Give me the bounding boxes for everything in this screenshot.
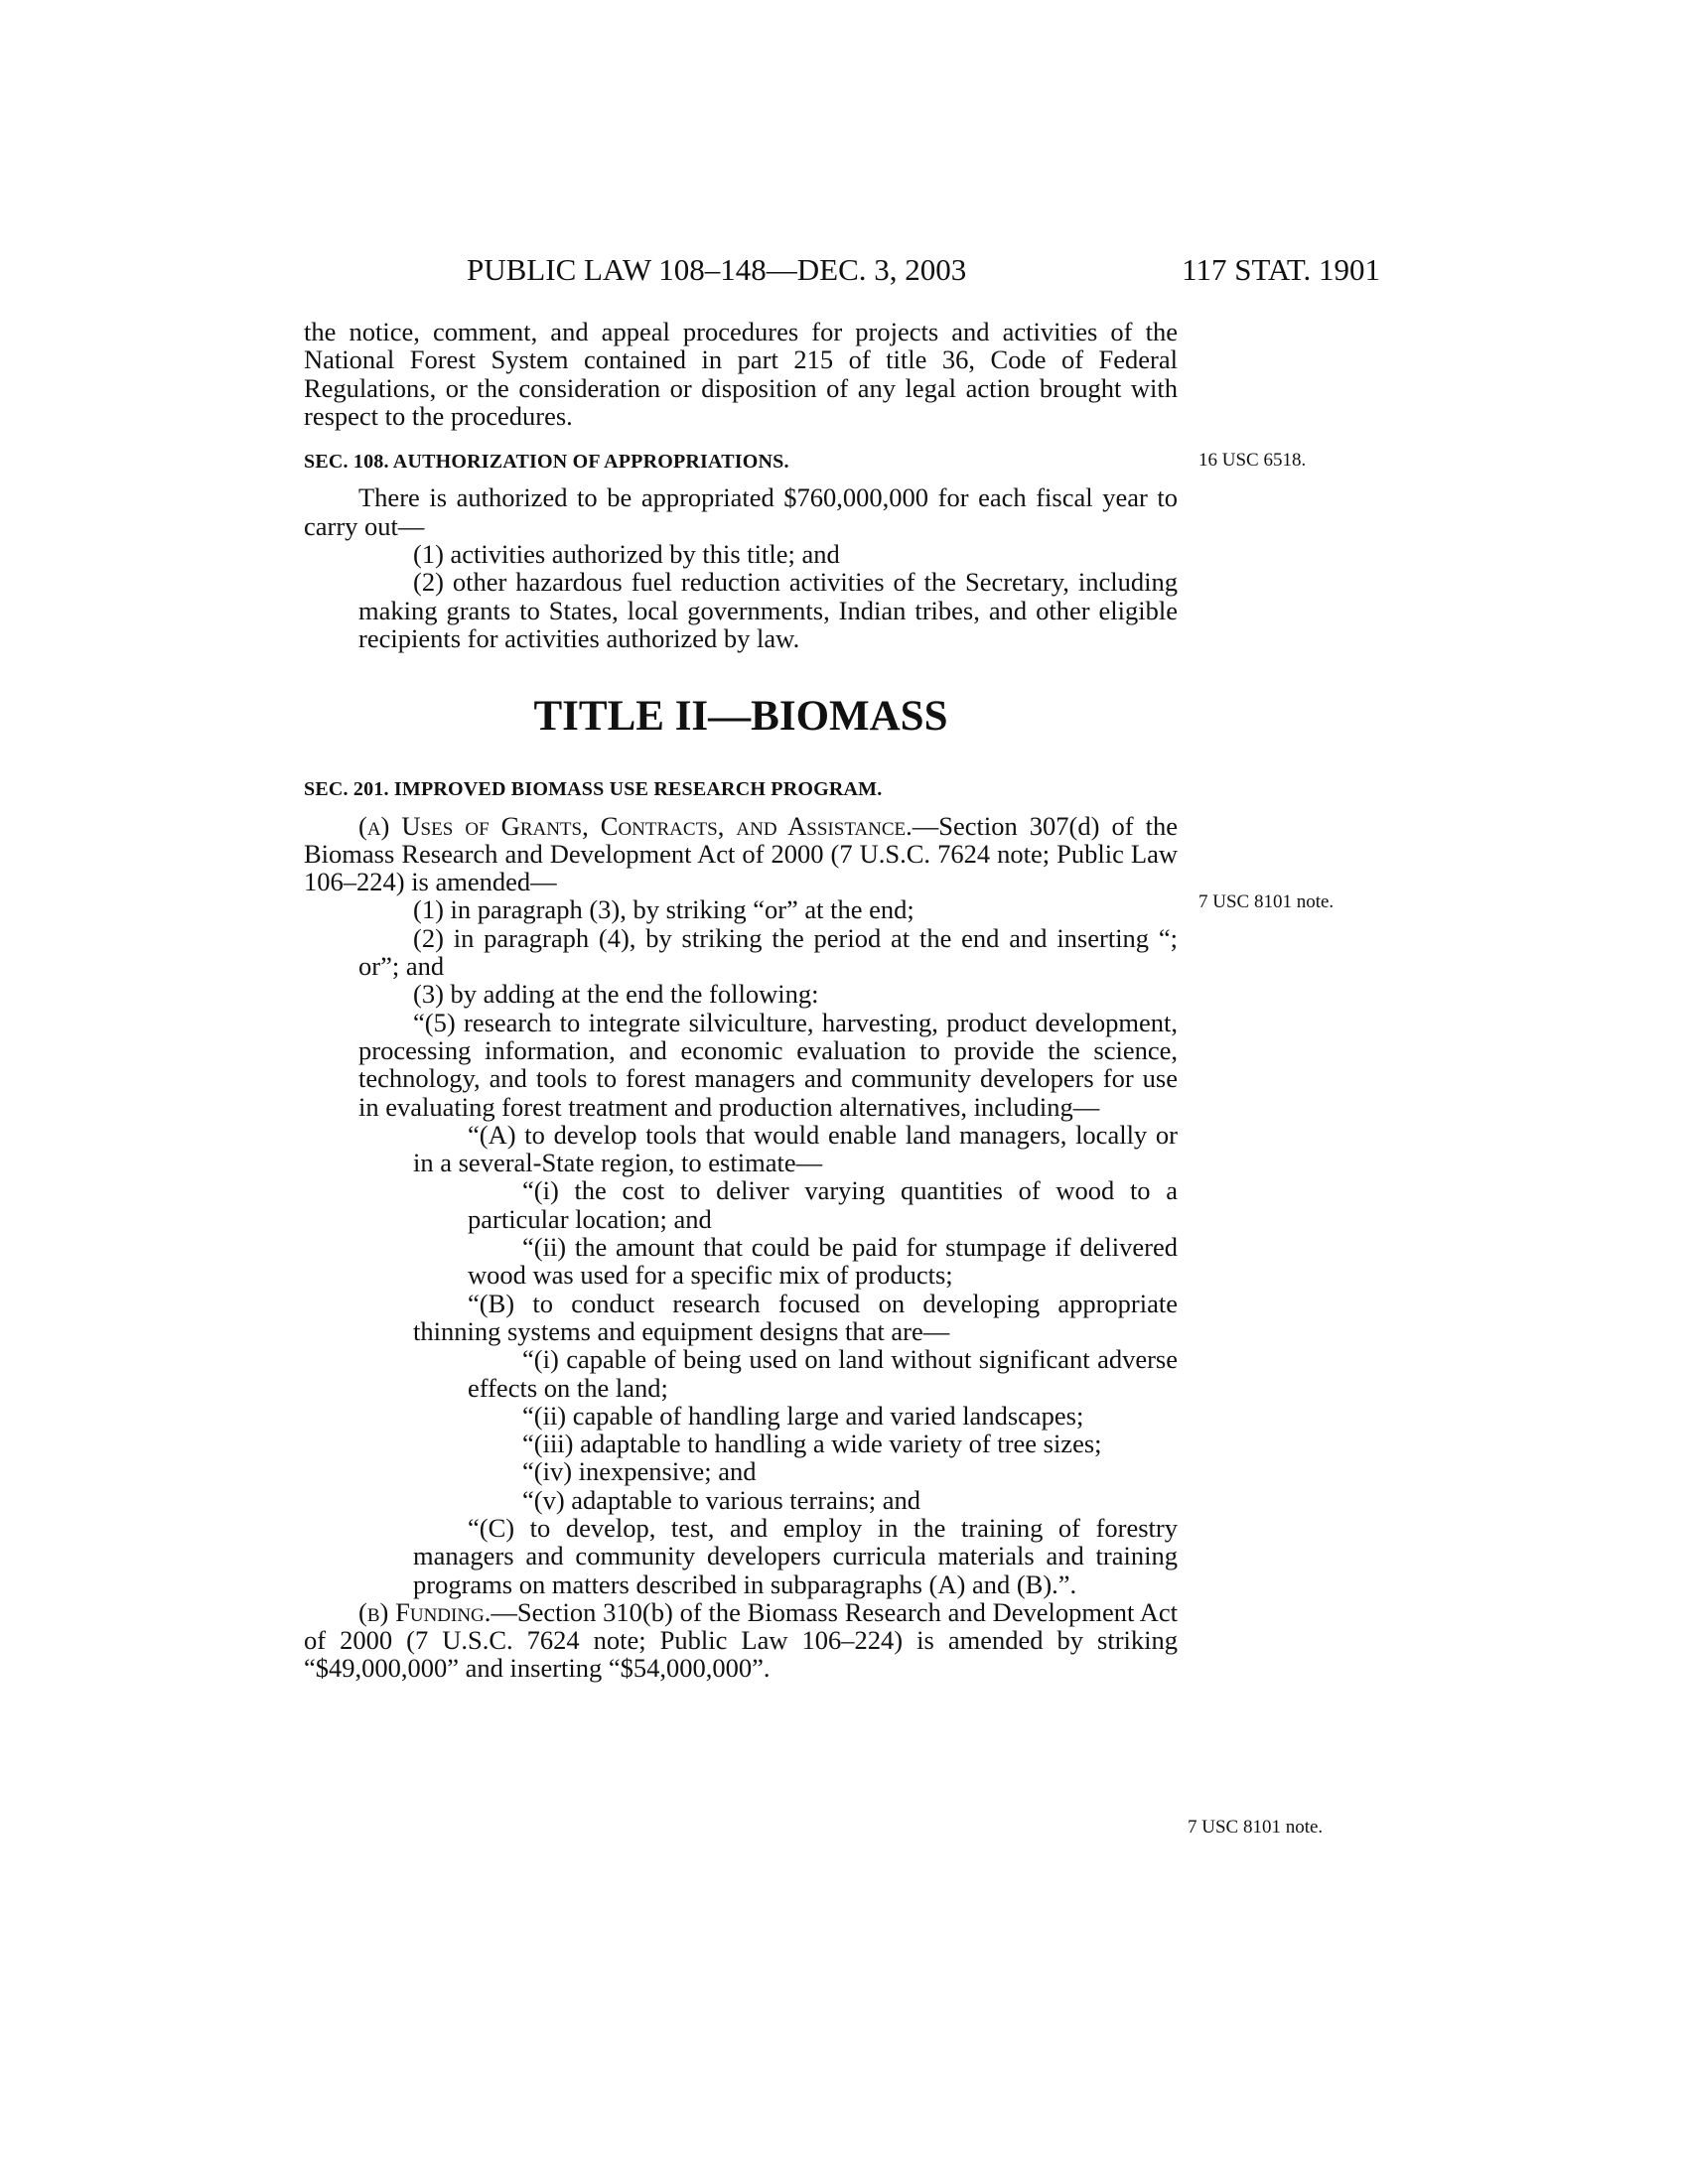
running-header: [298, 250, 1380, 290]
quoted-clause-b-ii: “(ii) capable of handling large and varied landscapes;: [522, 1400, 1084, 1431]
quoted-clause-b-iii: “(iii) adaptable to handling a wide variety of tree sizes;: [522, 1429, 1102, 1459]
subsection-a-label: (a) Uses of Grants, Contracts, and Assistance.: [358, 810, 913, 841]
title-ii-heading: TITLE II—BIOMASS: [533, 693, 948, 741]
quoted-paragraph-5: “(5) research to integrate silviculture, harvesting, product development, processing information, and economic evaluation to provide the science, technology, and tools to forest managers and community developers for use in evaluating forest treatment and production alternatives, including—: [358, 1007, 1178, 1122]
subsection-a-text: —Section 307(d) of the Biomass Research and Development Act of 2000 (7 U.S.C. 7624 note; Public Law 106–224) is amended—: [304, 810, 1178, 897]
subsection-b-text: —Section 310(b) of the Biomass Research and Development Act of 2000 (7 U.S.C. 7624 note; Public Law 106–224) is amended by striking “$49,000,000” and inserting “$54,000,000”.: [304, 1596, 1178, 1684]
margin-note-16-usc-6518: 16 USC 6518.: [1198, 450, 1307, 471]
quoted-clause-b-iv: “(iv) inexpensive; and: [522, 1456, 757, 1487]
amendment-2: (2) in paragraph (4), by striking the period at the end and inserting “; or”; and: [358, 922, 1178, 982]
quoted-subparagraph-c: “(C) to develop, test, and employ in the training of forestry managers and community developers curricula materials and training programs on matters described in subparagraphs (A) and (B).”.: [413, 1512, 1178, 1599]
amendment-3: (3) by adding at the end the following:: [413, 979, 819, 1010]
quoted-clause-a-ii: “(ii) the amount that could be paid for stumpage if delivered wood was used for a specific mix of products;: [468, 1232, 1178, 1291]
quoted-clause-b-v: “(v) adaptable to various terrains; and: [522, 1484, 921, 1515]
sec-108-item-1: (1) activities authorized by this title; and: [413, 539, 840, 570]
header-statute-page: 117 STAT. 1901: [1182, 252, 1380, 287]
sec-108-text: There is authorized to be appropriated $760,000,000 for each fiscal year to carry out—: [304, 482, 1178, 541]
document-body: [304, 318, 1178, 1683]
amendment-1: (1) in paragraph (3), by striking “or” at the end;: [413, 894, 914, 925]
margin-note-7-usc-8101-b: 7 USC 8101 note.: [1188, 1817, 1324, 1838]
quoted-subparagraph-b: “(B) to conduct research focused on developing appropriate thinning systems and equipment designs that are—: [413, 1288, 1178, 1346]
intro-paragraph: the notice, comment, and appeal procedures for projects and activities of the National Forest System contained in part 215 of title 36, Code of Federal Regulations, or the consideration or disposition of any legal action brought with respect to the procedures.: [304, 317, 1178, 431]
sec-201-subsection-b: [304, 1598, 1178, 1683]
quoted-clause-a-i: “(i) the cost to deliver varying quantities of wood to a particular location; and: [468, 1175, 1178, 1234]
sec-201-subsection-a: [304, 812, 1178, 896]
margin-note-7-usc-8101-a: 7 USC 8101 note.: [1198, 891, 1335, 912]
sec-201-heading: SEC. 201. IMPROVED BIOMASS USE RESEARCH PROGRAM.: [304, 778, 883, 801]
sec-108-heading: SEC. 108. AUTHORIZATION OF APPROPRIATIONS.: [304, 451, 789, 474]
sec-108-item-2: (2) other hazardous fuel reduction activities of the Secretary, including making grants to States, local governments, Indian tribes, and other eligible recipients for activities authorized by law.: [358, 567, 1178, 653]
header-public-law: PUBLIC LAW 108–148—DEC. 3, 2003: [467, 252, 967, 287]
quoted-clause-b-i: “(i) capable of being used on land without significant adverse effects on the land;: [468, 1344, 1178, 1403]
quoted-subparagraph-a: “(A) to develop tools that would enable land managers, locally or in a several-State region, to estimate—: [413, 1119, 1178, 1178]
subsection-b-label: (b) Funding.: [358, 1596, 492, 1627]
